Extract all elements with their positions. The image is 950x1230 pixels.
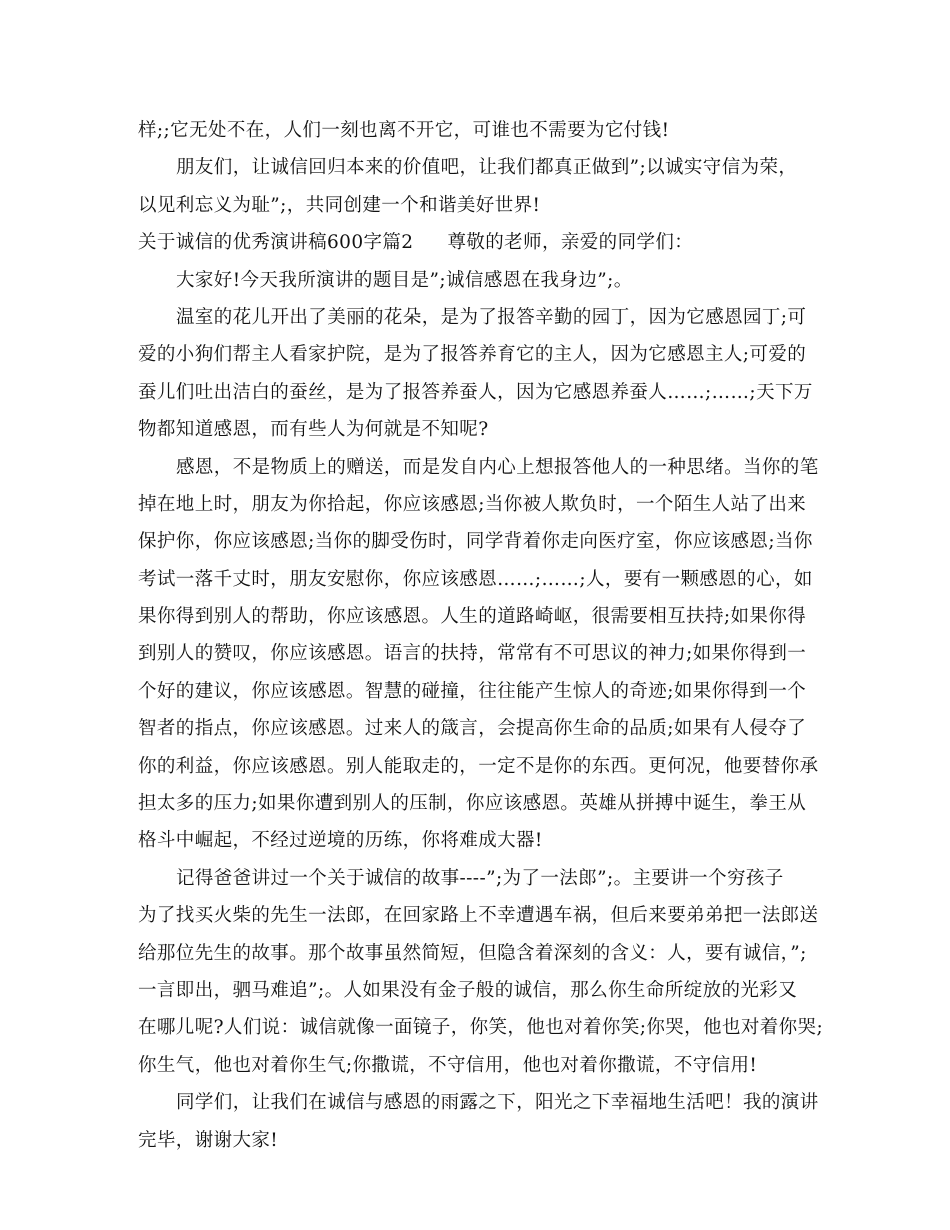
body-line: 感恩，不是物质上的赠送，而是发自内心上想报答他人的一种思绪。当你的笔 <box>176 456 819 478</box>
body-line: 智者的指点，你应该感恩。过来人的箴言，会提高你生命的品质;如果有人侵夺了 <box>138 718 807 740</box>
section-title: 关于诚信的优秀演讲稿600字篇2 <box>138 232 414 254</box>
body-line: 在哪儿呢?人们说：诚信就像一面镜子，你笑，他也对着你笑;你哭，他也对着你哭; <box>138 1017 824 1039</box>
body-line: 果你得到别人的帮助，你应该感恩。人生的道路崎岖，很需要相互扶持;如果你得 <box>138 606 807 628</box>
body-line: 考试一落千丈时，朋友安慰你，你应该感恩……;……;人，要有一颗感恩的心，如 <box>138 568 813 590</box>
body-line: 温室的花儿开出了美丽的花朵，是为了报答辛勤的园丁，因为它感恩园丁;可 <box>176 306 807 328</box>
body-line: 以见利忘义为耻”;，共同创建一个和谐美好世界! <box>138 194 541 216</box>
body-line: 记得爸爸讲过一个关于诚信的故事----”;为了一法郎”;。主要讲一个穷孩子 <box>176 867 784 889</box>
body-line: 物都知道感恩，而有些人为何就是不知呢? <box>138 419 489 441</box>
body-line: 为了找买火柴的先生一法郎，在回家路上不幸遭遇车祸，但后来要弟弟把一法郎送 <box>138 905 819 927</box>
body-line: 蚕儿们吐出洁白的蚕丝，是为了报答养蚕人，因为它感恩养蚕人……;……;天下万 <box>138 381 813 403</box>
section-heading-line <box>138 224 828 261</box>
body-line: 格斗中崛起，不经过逆境的历练，你将难成大器! <box>138 830 543 852</box>
body-line: 同学们，让我们在诚信与感恩的雨露之下，阳光之下幸福地生活吧！我的演讲 <box>176 1092 819 1114</box>
body-line: 爱的小狗们帮主人看家护院，是为了报答养育它的主人，因为它感恩主人;可爱的 <box>138 344 807 366</box>
body-line: 完毕，谢谢大家! <box>138 1129 279 1151</box>
document-body <box>138 112 828 1159</box>
body-line: 朋友们，让诚信回归本来的价值吧，让我们都真正做到”;以诚实守信为荣， <box>176 157 798 179</box>
body-line: 给那位先生的故事。那个故事虽然简短，但隐含着深刻的含义：人，要有诚信，”; <box>138 942 807 964</box>
speech-greeting: 尊敬的老师，亲爱的同学们： <box>447 232 694 254</box>
body-line: 你生气，他也对着你生气;你撒谎，不守信用，他也对着你撒谎，不守信用! <box>138 1054 758 1076</box>
body-line: 担太多的压力;如果你遭到别人的压制，你应该感恩。英雄从拼搏中诞生，拳王从 <box>138 793 807 815</box>
body-line: 样;;它无处不在，人们一刻也离不开它，可谁也不需要为它付钱! <box>138 120 670 141</box>
body-line: 大家好!今天我所演讲的题目是”;诚信感恩在我身边”;。 <box>176 269 633 291</box>
body-line: 掉在地上时，朋友为你拾起，你应该感恩;当你被人欺负时，一个陌生人站了出来 <box>138 493 807 515</box>
body-line: 你的利益，你应该感恩。别人能取走的，一定不是你的东西。更何况，他要替你承 <box>138 755 819 777</box>
body-line: 保护你，你应该感恩;当你的脚受伤时，同学背着你走向医疗室，你应该感恩;当你 <box>138 531 813 553</box>
body-line: 一言即出，驷马难追”;。人如果没有金子般的诚信，那么你生命所绽放的光彩又 <box>138 979 798 1001</box>
body-line: 个好的建议，你应该感恩。智慧的碰撞，往往能产生惊人的奇迹;如果你得到一个 <box>138 680 807 702</box>
body-line: 到别人的赞叹，你应该感恩。语言的扶持，常常有不可思议的神力;如果你得到一 <box>138 643 807 665</box>
